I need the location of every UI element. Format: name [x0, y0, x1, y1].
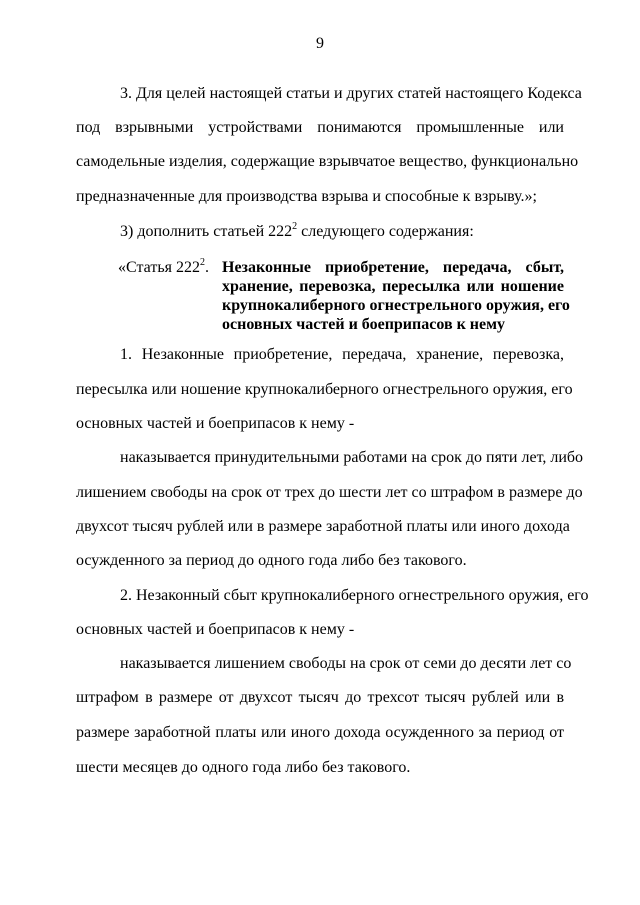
- part-2-line-2: основных частей и боеприпасов к нему -: [76, 621, 355, 638]
- sanction-1-line-4: осужденного за период до одного года либо без такового.: [76, 552, 467, 569]
- amendment-text-end: следующего содержания:: [297, 223, 474, 240]
- sanction-2-line-2: штрафом в размере от двухсот тысяч до трехсот тысяч рублей или в: [76, 689, 564, 706]
- article-label-text: «Статья 222: [118, 259, 200, 276]
- sanction-1-line-3: двухсот тысяч рублей или в размере заработной платы или иного дохода: [76, 518, 570, 535]
- amendment-line: [120, 222, 564, 242]
- part-1-line-2: пересылка или ношение крупнокалиберного огнестрельного оружия, его: [76, 381, 573, 398]
- sanction-1-line-2: лишением свободы на срок от трех до шести лет со штрафом в размере до: [76, 484, 583, 501]
- paragraph-3-line-3: самодельные изделия, содержащие взрывчатое вещество, функционально: [76, 153, 579, 170]
- article-label-superscript: 2: [199, 256, 205, 268]
- page-number: 9: [316, 35, 324, 52]
- article-title-line-4: основных частей и боеприпасов к нему: [222, 316, 506, 333]
- sanction-2-line-4: шести месяцев до одного года либо без такового.: [76, 759, 411, 776]
- paragraph-3-line-2: под взрывными устройствами понимаются промышленные или: [76, 119, 564, 136]
- amendment-superscript: 2: [292, 220, 298, 232]
- article-title-line-2: хранение, перевозка, пересылка или ношение: [222, 278, 564, 295]
- sanction-1-line-1: наказывается принудительными работами на срок до пяти лет, либо: [120, 449, 584, 466]
- sanction-2-line-1: наказывается лишением свободы на срок от семи до десяти лет со: [120, 655, 572, 672]
- paragraph-3-line-1: 3. Для целей настоящей статьи и других статей настоящего Кодекса: [120, 85, 582, 102]
- article-title-line-1: Незаконные приобретение, передача, сбыт,: [222, 259, 564, 276]
- article-label-period: .: [204, 259, 209, 276]
- part-2-line-1: 2. Незаконный сбыт крупнокалиберного огнестрельного оружия, его: [120, 587, 589, 604]
- article-title-line-3: крупнокалиберного огнестрельного оружия, его: [222, 297, 570, 314]
- sanction-2-line-3: размере заработной платы или иного дохода осужденного за период от: [76, 724, 564, 741]
- part-1-line-1: 1. Незаконные приобретение, передача, хранение, перевозка,: [120, 346, 564, 363]
- part-1-line-3: основных частей и боеприпасов к нему -: [76, 415, 355, 432]
- article-label: [118, 258, 209, 278]
- amendment-text-start: 3) дополнить статьей 222: [120, 223, 293, 240]
- paragraph-3-line-4: предназначенные для производства взрыва и способные к взрыву.»;: [76, 188, 537, 205]
